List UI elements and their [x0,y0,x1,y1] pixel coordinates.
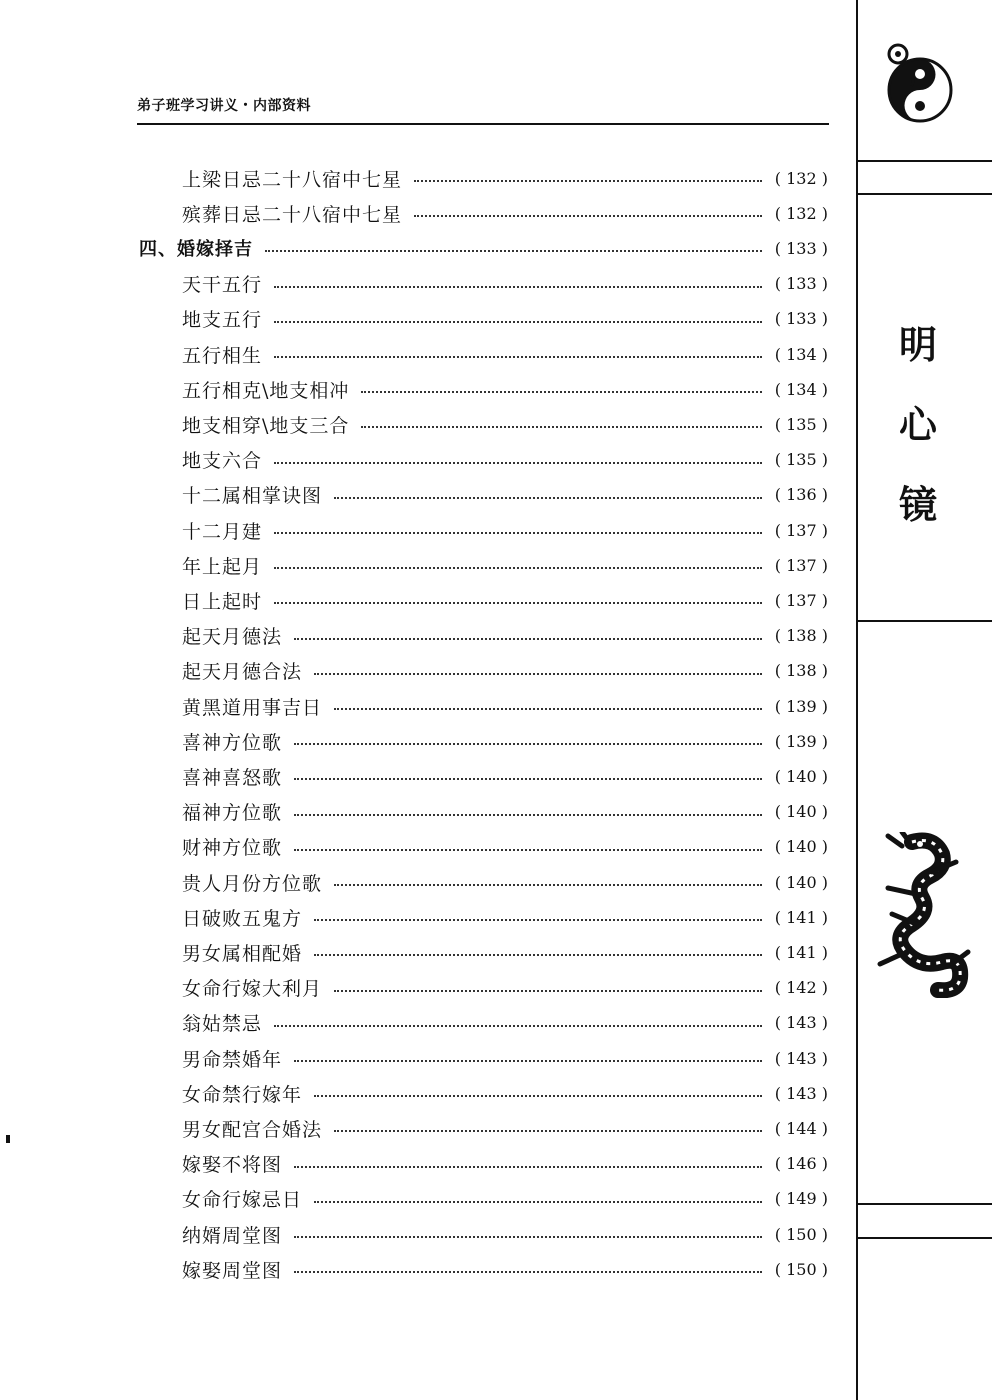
toc-entry-label: 嫁娶周堂图 [182,1259,283,1282]
toc-entry-label: 翁姑禁忌 [182,1013,263,1036]
toc-dot-leader [265,250,762,252]
toc-entry[interactable] [182,655,828,687]
toc-page-number: ( 133 ) [774,238,828,258]
toc-entry[interactable] [182,936,828,968]
toc-dot-leader [361,391,762,393]
toc-entry[interactable] [182,760,828,792]
toc-entry-label: 黄黑道用事吉日 [182,696,323,719]
toc-dot-leader [294,638,762,640]
toc-entry-label: 纳婿周堂图 [182,1224,283,1247]
margin-mark [6,1135,10,1143]
toc-dot-leader [294,814,762,816]
dragon-ornament-icon [872,832,972,998]
toc-page-number: ( 149 ) [774,1189,828,1209]
toc-page-number: ( 135 ) [774,450,828,470]
toc-dot-leader [274,462,762,464]
side-title-char: 明 [898,323,937,367]
toc-entry-label: 喜神方位歌 [182,731,283,754]
toc-page-number: ( 144 ) [774,1118,828,1138]
toc-entry[interactable] [182,338,828,370]
toc-entry[interactable] [182,1042,828,1074]
toc-entry[interactable] [182,549,828,581]
toc-entry[interactable] [182,1253,828,1285]
toc-dot-leader [314,1095,762,1097]
toc-entry-label: 男女配宫合婚法 [182,1118,323,1141]
side-bar [856,0,992,1400]
toc-entry-label: 年上起月 [182,555,263,578]
toc-dot-leader [334,708,762,710]
toc-section-heading[interactable] [139,232,828,264]
toc-page-number: ( 140 ) [774,872,828,892]
toc-dot-leader [274,356,762,358]
toc-page-number: ( 132 ) [774,203,828,223]
toc-entry-label: 五行相克\地支相冲 [182,379,350,402]
toc-entry-label: 嫁娶不将图 [182,1154,283,1177]
toc-page-number: ( 140 ) [774,837,828,857]
toc-entry[interactable] [182,444,828,476]
toc-entry-label: 起天月德合法 [182,661,303,684]
toc-dot-leader [274,321,762,323]
toc-page-number: ( 143 ) [774,1048,828,1068]
toc-entry-label: 十二属相掌诀图 [182,485,323,508]
toc-entry-label: 五行相生 [182,344,263,367]
toc-entry[interactable] [182,1112,828,1144]
toc-page-number: ( 146 ) [774,1154,828,1174]
toc-entry-label: 地支六合 [182,450,263,473]
toc-page-number: ( 141 ) [774,942,828,962]
toc-dot-leader [274,1025,762,1027]
toc-entry-label: 喜神喜怒歌 [182,766,283,789]
toc-page-number: ( 134 ) [774,344,828,364]
toc-entry-label: 地支相穿\地支三合 [182,414,350,437]
side-title [878,305,958,545]
toc-entry-label: 女命行嫁忌日 [182,1189,303,1212]
toc-dot-leader [294,1060,762,1062]
toc-page-number: ( 139 ) [774,731,828,751]
toc-entry-label: 地支五行 [182,309,263,332]
toc-entry[interactable] [182,620,828,652]
toc-page-number: ( 140 ) [774,802,828,822]
toc-page-number: ( 140 ) [774,766,828,786]
toc-dot-leader [334,990,762,992]
toc-entry[interactable] [182,514,828,546]
toc-dot-leader [314,673,762,675]
toc-entry-label: 起天月德法 [182,626,283,649]
toc-entry[interactable] [182,197,828,229]
toc-entry[interactable] [182,831,828,863]
toc-page-number: ( 139 ) [774,696,828,716]
toc-page-number: ( 141 ) [774,907,828,927]
toc-page-number: ( 150 ) [774,1259,828,1279]
toc-page-number: ( 133 ) [774,274,828,294]
toc-dot-leader [414,180,762,182]
toc-entry-label: 福神方位歌 [182,802,283,825]
toc-entry-label: 四、婚嫁择吉 [139,239,253,261]
side-rule [858,1203,992,1205]
toc-entry-label: 天干五行 [182,274,263,297]
toc-entry[interactable] [182,1218,828,1250]
toc-entry-label: 上梁日忌二十八宿中七星 [182,168,403,191]
toc-entry[interactable] [182,1183,828,1215]
toc-page-number: ( 137 ) [774,590,828,610]
toc-dot-leader [334,1130,762,1132]
side-title-char: 心 [898,403,937,447]
toc-dot-leader [274,602,762,604]
toc-page-number: ( 137 ) [774,555,828,575]
toc-entry[interactable] [182,1148,828,1180]
toc-entry-label: 男女属相配婚 [182,942,303,965]
toc-entry[interactable] [182,866,828,898]
side-rule [858,620,992,622]
toc-entry[interactable] [182,584,828,616]
taiji-logo-icon [882,42,954,126]
toc-dot-leader [314,919,762,921]
toc-dot-leader [274,532,762,534]
toc-dot-leader [274,567,762,569]
toc-page-number: ( 143 ) [774,1083,828,1103]
toc-dot-leader [314,1201,762,1203]
toc-entry[interactable] [182,1077,828,1109]
toc-dot-leader [361,426,762,428]
toc-entry-label: 女命禁行嫁年 [182,1083,303,1106]
side-title-char: 镜 [898,483,937,527]
toc-page-number: ( 133 ) [774,309,828,329]
toc-page-number: ( 138 ) [774,626,828,646]
side-rule [858,193,992,195]
toc-page-number: ( 143 ) [774,1013,828,1033]
toc-entry-label: 殡葬日忌二十八宿中七星 [182,203,403,226]
toc-dot-leader [334,884,762,886]
toc-dot-leader [294,1166,762,1168]
toc-page-number: ( 132 ) [774,168,828,188]
toc-page-number: ( 142 ) [774,978,828,998]
toc-entry[interactable] [182,796,828,828]
toc-dot-leader [294,849,762,851]
toc-page-number: ( 138 ) [774,661,828,681]
toc-entry[interactable] [182,479,828,511]
toc-entry[interactable] [182,373,828,405]
toc-dot-leader [294,1271,762,1273]
toc-entry[interactable] [182,303,828,335]
toc-entry-label: 日破败五鬼方 [182,907,303,930]
toc-entry[interactable] [182,408,828,440]
toc-dot-leader [274,286,762,288]
toc-entry[interactable] [182,162,828,194]
toc-page-number: ( 137 ) [774,520,828,540]
toc-entry-label: 女命行嫁大利月 [182,978,323,1001]
toc-entry[interactable] [182,901,828,933]
toc-dot-leader [314,954,762,956]
toc-entry-label: 十二月建 [182,520,263,543]
toc-entry-label: 贵人月份方位歌 [182,872,323,895]
toc-entry[interactable] [182,1007,828,1039]
toc-dot-leader [294,743,762,745]
toc-page-number: ( 134 ) [774,379,828,399]
toc-page-number: ( 135 ) [774,414,828,434]
toc-entry-label: 日上起时 [182,590,263,613]
toc-dot-leader [414,215,762,217]
toc-page-number: ( 150 ) [774,1224,828,1244]
side-rule [858,1237,992,1239]
side-rule [858,160,992,162]
toc-entry[interactable] [182,690,828,722]
toc-entry[interactable] [182,268,828,300]
toc-entry-label: 财神方位歌 [182,837,283,860]
toc-dot-leader [294,1236,762,1238]
toc-page-number: ( 136 ) [774,485,828,505]
toc-entry[interactable] [182,725,828,757]
toc-entry[interactable] [182,972,828,1004]
toc-dot-leader [334,497,762,499]
header-title: 弟子班学习讲义・内部资料 [137,98,311,114]
toc-entry-label: 男命禁婚年 [182,1048,283,1071]
toc-dot-leader [294,778,762,780]
